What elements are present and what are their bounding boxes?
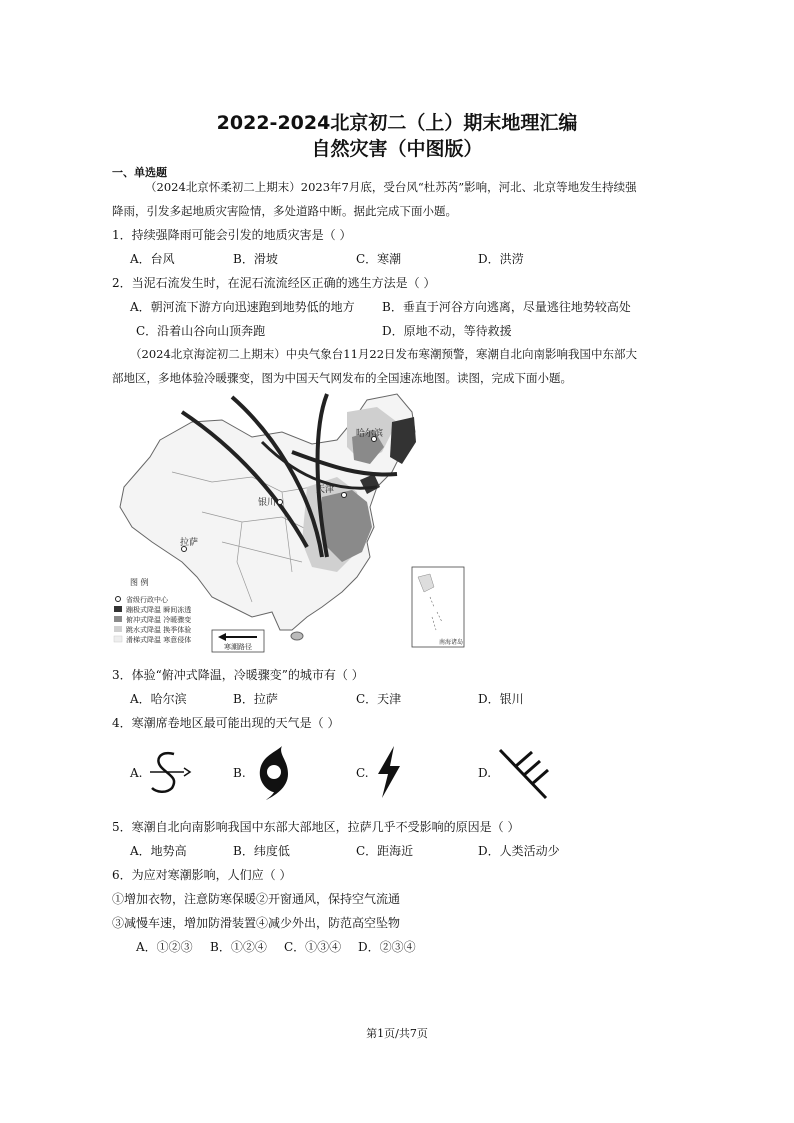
q5-option-d: D．人类活动少: [478, 844, 560, 858]
wind-force-icon: [494, 742, 554, 802]
q1-option-a: A．台风: [130, 252, 175, 266]
q1-option-b: B．滑坡: [233, 252, 278, 266]
q3-stem: 3．体验“俯冲式降温，冷暖骤变”的城市有（ ）: [112, 668, 364, 682]
q5-option-c: C．距海近: [356, 844, 414, 858]
q6-statement-line2: ③减慢车速，增加防滑装置④减少外出，防范高空坠物: [112, 916, 401, 930]
city-label-lhasa: 拉萨: [180, 538, 199, 548]
page-title: 2022-2024北京初二（上）期末地理汇编: [216, 112, 578, 134]
q4-stem: 4．寒潮席卷地区最可能出现的天气是（ ）: [112, 716, 340, 730]
q4-option-c: C.: [356, 766, 369, 780]
legend-capital: 省级行政中心: [126, 596, 168, 604]
passage2-line1: （2024北京海淀初二上期末）中央气象台11月22日发布寒潮预警，寒潮自北向南影响我国中东部大: [130, 347, 638, 361]
q3-option-c: C．天津: [356, 692, 402, 706]
inset-label: 南海诸岛: [439, 639, 464, 646]
q2-option-a: A．朝河流下游方向迅速跑到地势低的地方: [130, 300, 355, 314]
passage1-line2: 降雨，引发多起地质灾害险情，多处道路中断。据此完成下面小题。: [112, 204, 457, 218]
legend-dive: 跳水式降温 换季体验: [126, 626, 192, 634]
section-heading: 一、单选题: [112, 166, 167, 179]
page-subtitle: 自然灾害（中图版）: [311, 138, 483, 160]
legend-plunge: 俯冲式降温 冷暖骤变: [126, 616, 192, 624]
legend-bungee: 蹦极式降温 瞬间冻透: [126, 606, 192, 614]
bungee-cooling-zone: [390, 417, 416, 464]
sandstorm-icon: [148, 748, 192, 796]
cold-wave-map: [112, 392, 474, 654]
q6-statement-line1: ①增加衣物，注意防寒保暖②开窗通风，保持空气流通: [112, 892, 401, 906]
passage1-line1: （2024北京怀柔初二上期末）2023年7月底，受台风“杜苏芮”影响，河北、北京等地发生持续强: [145, 180, 637, 194]
q4-option-b: B.: [233, 766, 246, 780]
q5-option-a: A．地势高: [130, 844, 187, 858]
q3-option-b: B．拉萨: [233, 692, 278, 706]
q2-option-d: D．原地不动，等待救援: [382, 324, 512, 338]
q6-option-a: A．①②③: [136, 940, 193, 954]
q2-stem: 2．当泥石流发生时，在泥石流流经区正确的逃生方法是（ ）: [112, 276, 436, 290]
city-label-harbin: 哈尔滨: [356, 429, 384, 439]
legend-slide: 滑梯式降温 寒意侵体: [126, 636, 192, 644]
city-label-yinchuan: 银川: [258, 498, 277, 508]
q1-option-c: C．寒潮: [356, 252, 402, 266]
q4-option-d: D.: [478, 766, 492, 780]
q5-stem: 5．寒潮自北向南影响我国中东部大部地区，拉萨几乎不受影响的原因是（ ）: [112, 820, 520, 834]
q5-option-b: B．纬度低: [233, 844, 290, 858]
q1-stem: 1．持续强降雨可能会引发的地质灾害是（ ）: [112, 228, 352, 242]
page-footer: 第1页/共7页: [366, 1027, 428, 1040]
q4-option-a: A.: [130, 766, 143, 780]
lightning-icon: [372, 744, 404, 800]
q3-option-d: D．银川: [478, 692, 524, 706]
typhoon-icon: [252, 742, 296, 802]
q3-option-a: A．哈尔滨: [130, 692, 187, 706]
city-label-tianjin: 天津: [316, 485, 335, 495]
q6-option-b: B．①②④: [210, 940, 267, 954]
passage2-line2: 部地区，多地体验冷暖骤变，图为中国天气网发布的全国速冻地图。读图，完成下面小题。: [112, 371, 572, 385]
q2-option-c: C．沿着山谷向山顶奔跑: [136, 324, 266, 338]
q6-stem: 6．为应对寒潮影响，人们应（ ）: [112, 868, 292, 882]
legend-title: 图 例: [130, 578, 149, 587]
q1-option-d: D．洪涝: [478, 252, 524, 266]
arrow-legend-label: 寒潮路径: [224, 643, 252, 651]
q6-option-c: C．①③④: [284, 940, 342, 954]
q6-option-d: D．②③④: [358, 940, 416, 954]
q2-option-b: B．垂直于河谷方向逃离，尽量逃往地势较高处: [382, 300, 631, 314]
